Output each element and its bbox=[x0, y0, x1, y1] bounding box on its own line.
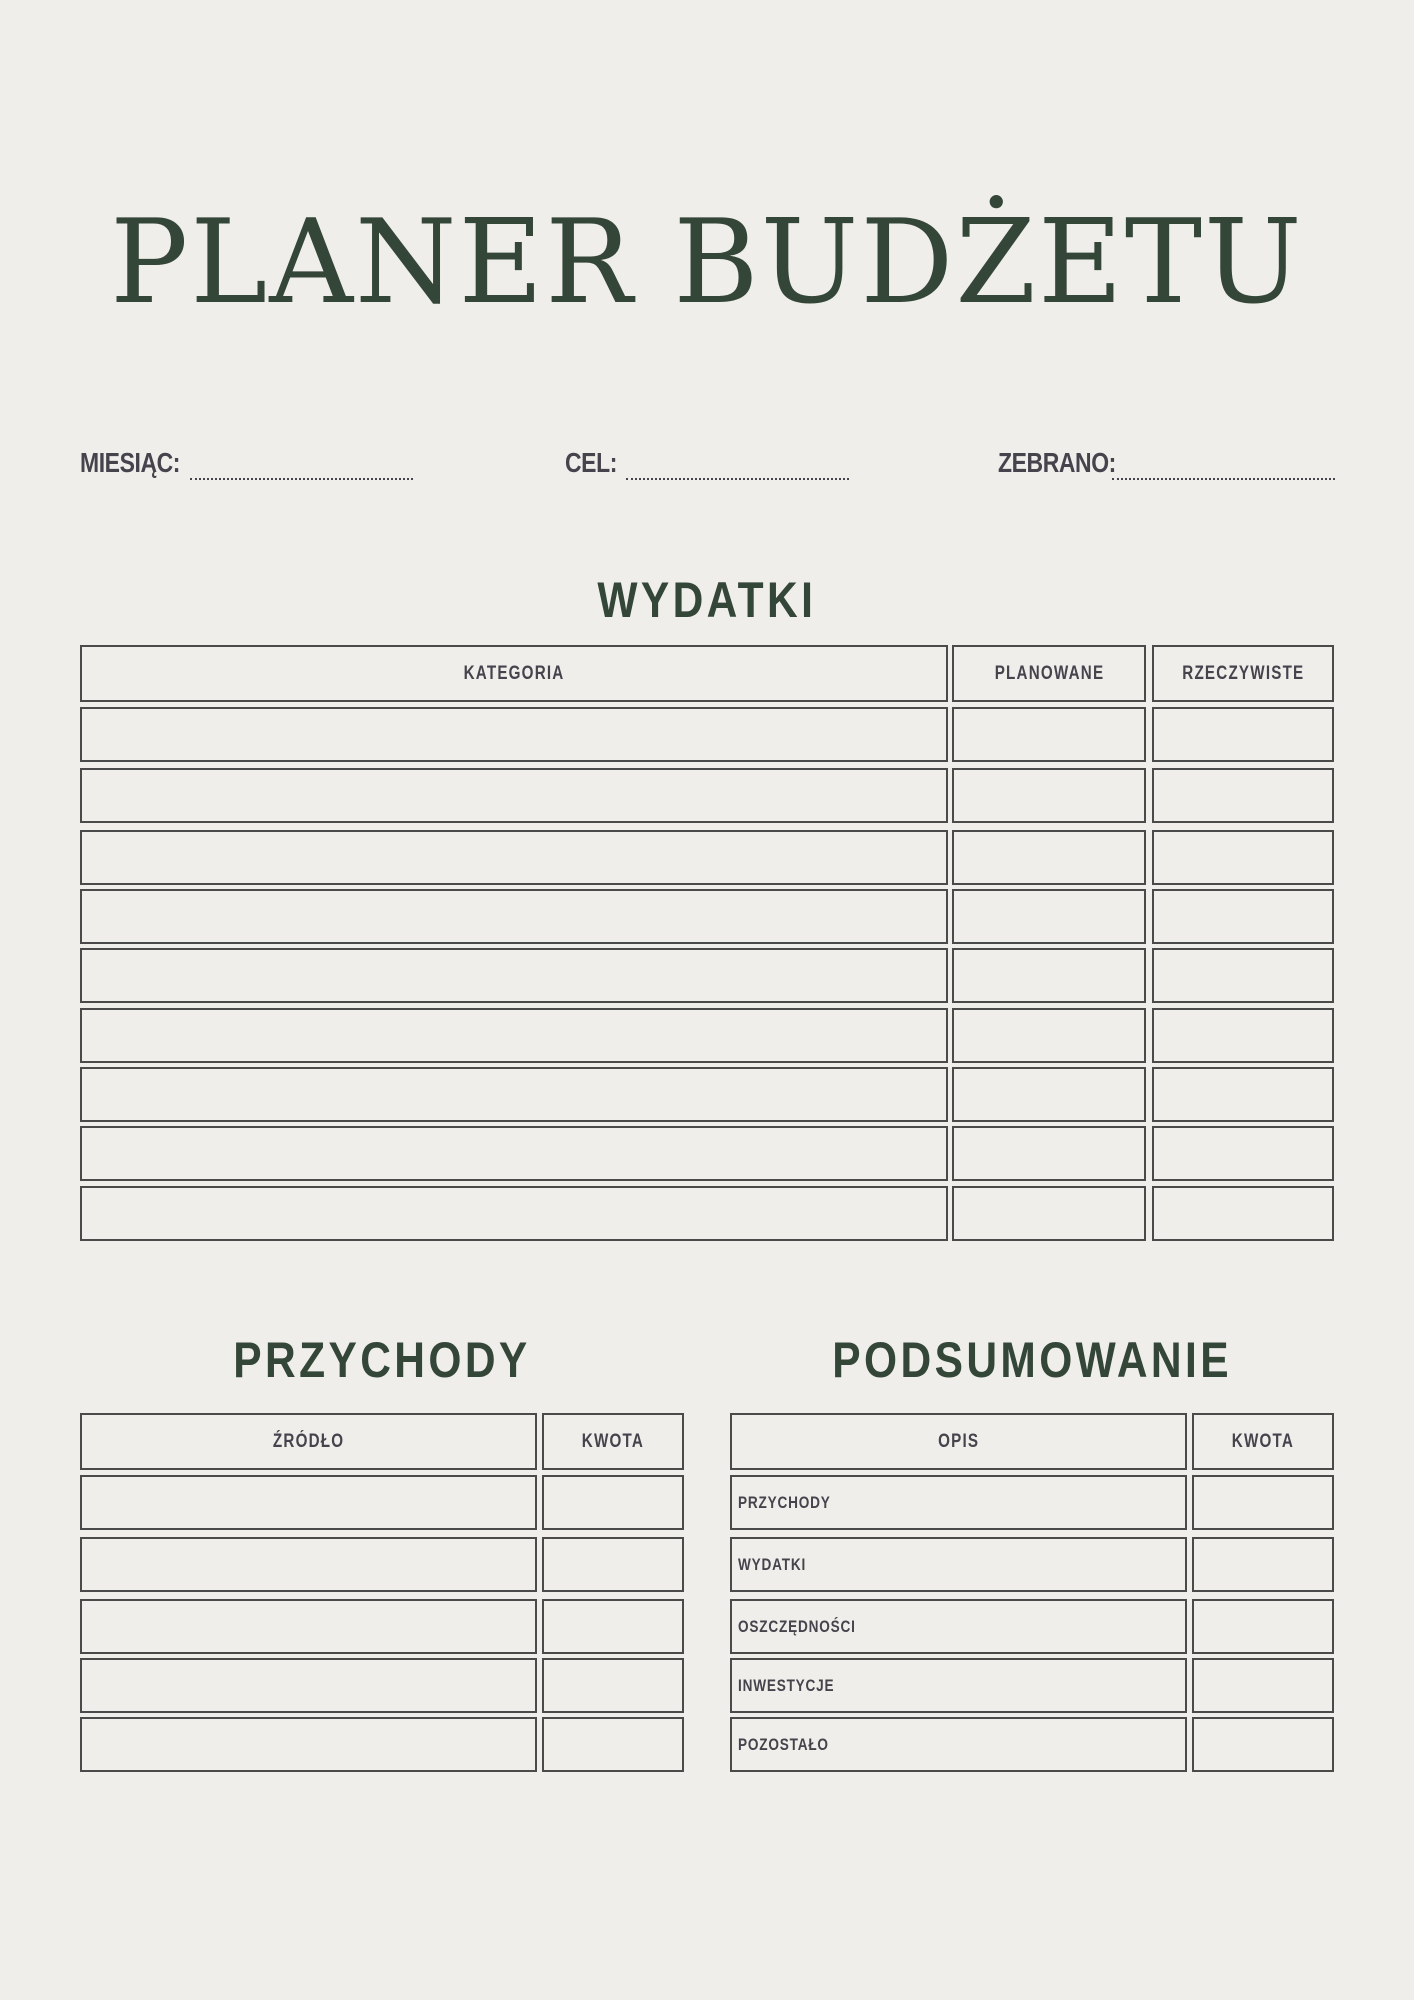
expenses-cell[interactable] bbox=[952, 1186, 1146, 1241]
summary-row-label bbox=[730, 1658, 1187, 1713]
summary-header-1-label: KWOTA bbox=[1231, 1430, 1295, 1452]
income-cell[interactable] bbox=[542, 1475, 684, 1530]
income-cell[interactable] bbox=[542, 1599, 684, 1654]
summary-row-label-label: INWESTYCJE bbox=[738, 1675, 835, 1695]
expenses-cell[interactable] bbox=[80, 1067, 948, 1122]
expenses-cell[interactable] bbox=[952, 948, 1146, 1003]
income-cell[interactable] bbox=[80, 1658, 537, 1713]
summary-amount-cell[interactable] bbox=[1192, 1658, 1334, 1713]
summary-row-label bbox=[730, 1717, 1187, 1772]
expenses-cell[interactable] bbox=[952, 1126, 1146, 1181]
expenses-cell[interactable] bbox=[80, 707, 948, 762]
summary-row-label-label: WYDATKI bbox=[738, 1554, 807, 1574]
summary-title: PODSUMOWANIE bbox=[832, 1332, 1232, 1388]
month-label: MIESIĄC: bbox=[80, 447, 181, 478]
income-header-1-label: KWOTA bbox=[581, 1430, 645, 1452]
summary-row-label-label: OSZCZĘDNOŚCI bbox=[738, 1616, 856, 1636]
expenses-cell[interactable] bbox=[1152, 1008, 1334, 1063]
income-cell[interactable] bbox=[542, 1537, 684, 1592]
expenses-cell[interactable] bbox=[952, 707, 1146, 762]
goal-label: CEL: bbox=[565, 447, 617, 478]
expenses-header-1 bbox=[952, 645, 1146, 702]
summary-row-label bbox=[730, 1475, 1187, 1530]
expenses-cell[interactable] bbox=[952, 1067, 1146, 1122]
income-header-0-label: ŹRÓDŁO bbox=[272, 1430, 345, 1452]
expenses-cell[interactable] bbox=[80, 1008, 948, 1063]
expenses-cell[interactable] bbox=[1152, 1067, 1334, 1122]
expenses-header-0-label: KATEGORIA bbox=[463, 662, 565, 684]
expenses-cell[interactable] bbox=[1152, 948, 1334, 1003]
summary-row-label-label: POZOSTAŁO bbox=[738, 1734, 829, 1754]
summary-amount-cell[interactable] bbox=[1192, 1475, 1334, 1530]
summary-header-0 bbox=[730, 1413, 1187, 1470]
summary-row-label bbox=[730, 1599, 1187, 1654]
income-cell[interactable] bbox=[80, 1475, 537, 1530]
collected-field[interactable] bbox=[1112, 478, 1335, 480]
expenses-cell[interactable] bbox=[80, 889, 948, 944]
expenses-header-2-label: RZECZYWISTE bbox=[1181, 662, 1305, 684]
expenses-cell[interactable] bbox=[80, 830, 948, 885]
summary-amount-cell[interactable] bbox=[1192, 1717, 1334, 1772]
summary-header-1 bbox=[1192, 1413, 1334, 1470]
expenses-cell[interactable] bbox=[952, 889, 1146, 944]
summary-row-label bbox=[730, 1537, 1187, 1592]
summary-row-label-label: PRZYCHODY bbox=[738, 1492, 831, 1512]
expenses-header-0 bbox=[80, 645, 948, 702]
income-header-0 bbox=[80, 1413, 537, 1470]
income-cell[interactable] bbox=[80, 1717, 537, 1772]
income-cell[interactable] bbox=[80, 1537, 537, 1592]
expenses-cell[interactable] bbox=[1152, 1126, 1334, 1181]
goal-field[interactable] bbox=[626, 478, 849, 480]
expenses-cell[interactable] bbox=[1152, 889, 1334, 944]
page-title: PLANER BUDŻETU bbox=[110, 195, 1304, 330]
expenses-cell[interactable] bbox=[952, 1008, 1146, 1063]
income-header-1 bbox=[542, 1413, 684, 1470]
expenses-cell[interactable] bbox=[80, 948, 948, 1003]
expenses-cell[interactable] bbox=[952, 830, 1146, 885]
expenses-cell[interactable] bbox=[1152, 768, 1334, 823]
summary-amount-cell[interactable] bbox=[1192, 1537, 1334, 1592]
income-cell[interactable] bbox=[542, 1717, 684, 1772]
expenses-cell[interactable] bbox=[80, 768, 948, 823]
expenses-title: WYDATKI bbox=[597, 572, 817, 628]
expenses-header-2 bbox=[1152, 645, 1334, 702]
collected-label: ZEBRANO: bbox=[998, 447, 1116, 478]
income-cell[interactable] bbox=[542, 1658, 684, 1713]
summary-header-0-label: OPIS bbox=[937, 1430, 980, 1452]
month-field[interactable] bbox=[190, 478, 413, 480]
expenses-cell[interactable] bbox=[80, 1186, 948, 1241]
expenses-header-1-label: PLANOWANE bbox=[994, 662, 1104, 684]
expenses-cell[interactable] bbox=[952, 768, 1146, 823]
expenses-cell[interactable] bbox=[80, 1126, 948, 1181]
summary-amount-cell[interactable] bbox=[1192, 1599, 1334, 1654]
expenses-cell[interactable] bbox=[1152, 830, 1334, 885]
income-title: PRZYCHODY bbox=[233, 1332, 531, 1388]
expenses-cell[interactable] bbox=[1152, 707, 1334, 762]
income-cell[interactable] bbox=[80, 1599, 537, 1654]
expenses-cell[interactable] bbox=[1152, 1186, 1334, 1241]
